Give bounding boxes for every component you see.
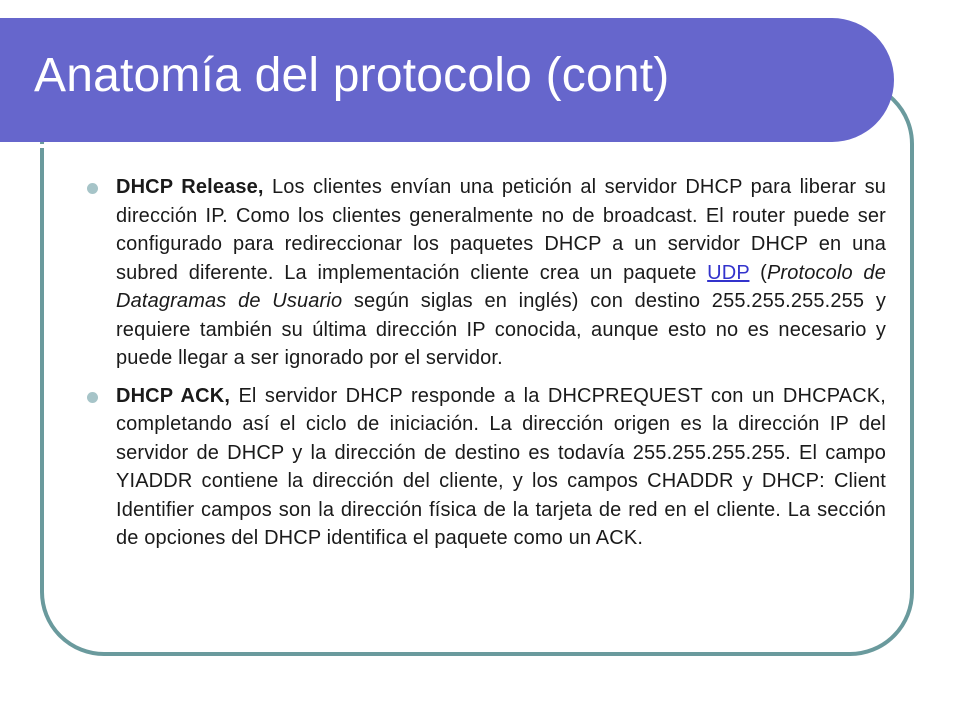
bullet-list (87, 173, 887, 562)
slide-title: Anatomía del protocolo (cont) (34, 49, 670, 102)
bullet-text: El servidor DHCP responde a la DHCPREQUEST con un DHCPACK, completando así el ciclo de iniciación. La dirección origen es la dirección IP del servidor de DHCP y la dirección de destino es todavía 255.255.255.255. El campo YIADDR contiene la dirección del cliente, y los campos CHADDR y DHCP: Client Identifier campos son la dirección física de la tarjeta de red en el cliente. La sección de opciones del DHCP identifica el paquete como un ACK. (116, 384, 886, 549)
bullet-item-dhcp-release (87, 173, 887, 373)
udp-link[interactable]: UDP (707, 261, 750, 284)
bullet-text: Los clientes envían una petición al servidor DHCP para liberar su dirección IP. Como los clientes generalmente no de broadcast. El router puede ser configurado para redireccionar los paquetes DHCP a un servidor DHCP en una subred diferente. La implementación cliente crea un paquete (116, 176, 886, 284)
bullet-paragraph (116, 173, 886, 373)
bullet-text: ( (749, 261, 767, 284)
bullet-dot-icon (87, 392, 98, 403)
bullet-dot-icon (87, 183, 98, 194)
bullet-paragraph (116, 382, 886, 553)
bullet-item-dhcp-ack (87, 382, 887, 553)
bullet-lead: DHCP Release, (116, 176, 264, 198)
bullet-text: según siglas en inglés) con destino 255.255.255.255 y requiere también su última dirección IP conocida, aunque esto no es necesario y puede llegar a ser ignorado por el servidor. (116, 290, 886, 369)
bullet-italic-text: Protocolo de Datagramas de Usuario (116, 261, 886, 312)
title-bar (0, 18, 894, 142)
bullet-lead: DHCP ACK, (116, 384, 231, 407)
title-underline (0, 144, 848, 148)
